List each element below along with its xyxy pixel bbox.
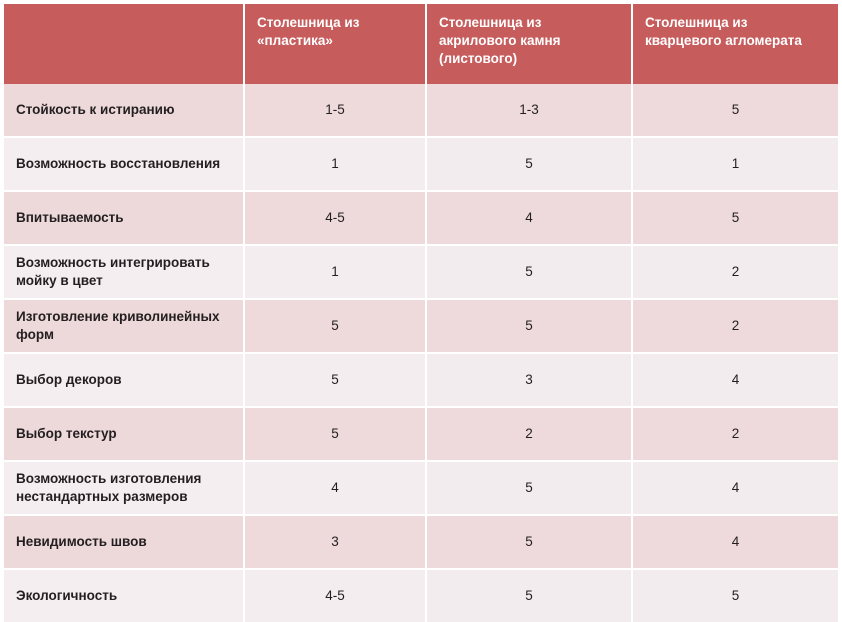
table-row <box>4 569 838 622</box>
row-value-quartz: 5 <box>632 191 838 245</box>
table-body <box>4 84 838 622</box>
row-value-quartz: 2 <box>632 245 838 299</box>
table-header-cell-2: Столешница из акрилового камня (листового) <box>426 4 632 84</box>
table-header <box>4 4 838 84</box>
row-value-acrylic: 1-3 <box>426 84 632 137</box>
row-value-plastic: 5 <box>244 353 426 407</box>
table-header-cell-1: Столешница из «пластика» <box>244 4 426 84</box>
row-value-plastic: 1 <box>244 137 426 191</box>
table-row <box>4 191 838 245</box>
table-header-cell-3: Столешница из кварцевого агломерата <box>632 4 838 84</box>
table-row <box>4 299 838 353</box>
row-label: Возможность интегрировать мойку в цвет <box>4 245 244 299</box>
row-value-acrylic: 5 <box>426 515 632 569</box>
table-row <box>4 137 838 191</box>
table-header-cell-0 <box>4 4 244 84</box>
row-value-quartz: 2 <box>632 407 838 461</box>
row-label: Стойкость к истиранию <box>4 84 244 137</box>
row-value-acrylic: 4 <box>426 191 632 245</box>
row-value-plastic: 5 <box>244 299 426 353</box>
table-row <box>4 461 838 515</box>
row-value-quartz: 4 <box>632 353 838 407</box>
row-value-acrylic: 3 <box>426 353 632 407</box>
row-label: Выбор текстур <box>4 407 244 461</box>
row-value-plastic: 4-5 <box>244 191 426 245</box>
row-value-acrylic: 5 <box>426 299 632 353</box>
table-row <box>4 353 838 407</box>
comparison-table-container <box>0 4 842 603</box>
row-label: Невидимость швов <box>4 515 244 569</box>
row-value-quartz: 4 <box>632 461 838 515</box>
row-value-acrylic: 5 <box>426 461 632 515</box>
row-value-plastic: 5 <box>244 407 426 461</box>
row-value-acrylic: 2 <box>426 407 632 461</box>
row-label: Возможность изготовления нестандартных размеров <box>4 461 244 515</box>
row-value-quartz: 2 <box>632 299 838 353</box>
row-value-plastic: 4-5 <box>244 569 426 622</box>
row-value-plastic: 1-5 <box>244 84 426 137</box>
row-label: Экологичность <box>4 569 244 622</box>
row-value-plastic: 3 <box>244 515 426 569</box>
table-header-row <box>4 4 838 84</box>
table-row <box>4 84 838 137</box>
row-label: Возможность восстановления <box>4 137 244 191</box>
table-row <box>4 407 838 461</box>
row-value-quartz: 1 <box>632 137 838 191</box>
row-value-quartz: 5 <box>632 84 838 137</box>
row-value-quartz: 4 <box>632 515 838 569</box>
row-label: Изготовление криволинейных форм <box>4 299 244 353</box>
table-row <box>4 515 838 569</box>
row-value-plastic: 4 <box>244 461 426 515</box>
row-label: Выбор декоров <box>4 353 244 407</box>
row-value-acrylic: 5 <box>426 569 632 622</box>
row-value-plastic: 1 <box>244 245 426 299</box>
row-value-quartz: 5 <box>632 569 838 622</box>
comparison-table <box>4 4 838 622</box>
table-row <box>4 245 838 299</box>
row-value-acrylic: 5 <box>426 137 632 191</box>
row-value-acrylic: 5 <box>426 245 632 299</box>
row-label: Впитываемость <box>4 191 244 245</box>
